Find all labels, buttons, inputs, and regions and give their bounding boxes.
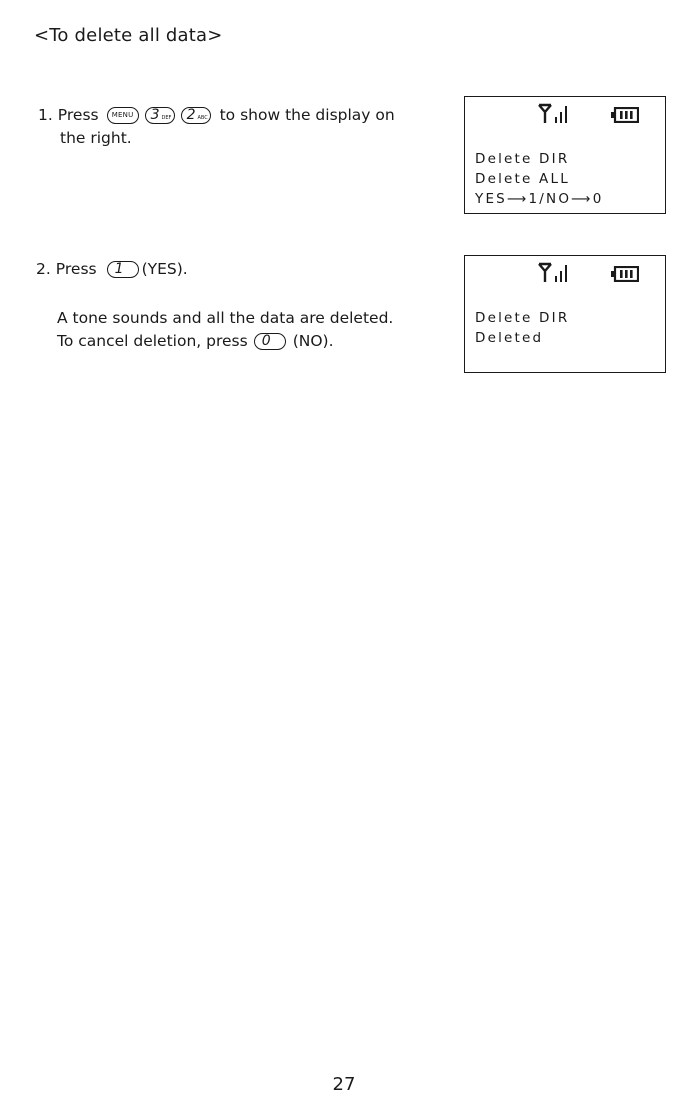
lcd-line-1: Delete DIR [475,310,570,326]
menu-key-icon: MENU [107,107,139,124]
lcd-line-3: YES⟶1/NO⟶0 [475,191,604,207]
step-1-number: 1. [38,106,53,124]
step-2-no: (NO). [292,332,334,350]
step-2-line3: To cancel deletion, press [57,332,248,350]
section-heading: <To delete all data> [34,25,223,46]
step-2-yes: (YES). [141,260,188,278]
step-2-press-label: Press [55,260,97,278]
lcd-line-1: Delete DIR [475,151,570,167]
battery-icon [611,266,639,282]
step-2-description [57,307,393,353]
step-1 [38,104,395,150]
lcd-line-2: Delete ALL [475,171,570,187]
step-1-text: to show the display on [219,106,395,124]
step-2 [36,258,188,281]
step-1-press-label: Press [57,106,99,124]
key-2-abc-icon: 2 ABC [181,107,211,124]
step-2-line2: A tone sounds and all the data are deleted. [57,309,394,327]
key-0-icon: 0 [254,333,286,350]
lcd-display-confirm [464,96,666,214]
battery-icon [611,107,639,123]
lcd-display-deleted [464,255,666,373]
page-number: 27 [332,1074,356,1095]
antenna-signal-icon [537,262,571,284]
step-1-text-line2: the right. [60,129,132,147]
lcd-line-2: Deleted [475,330,544,346]
step-2-number: 2. [36,260,51,278]
antenna-signal-icon [537,103,571,125]
key-1-icon: 1 [107,261,139,278]
key-3-def-icon: 3 DEF [145,107,175,124]
